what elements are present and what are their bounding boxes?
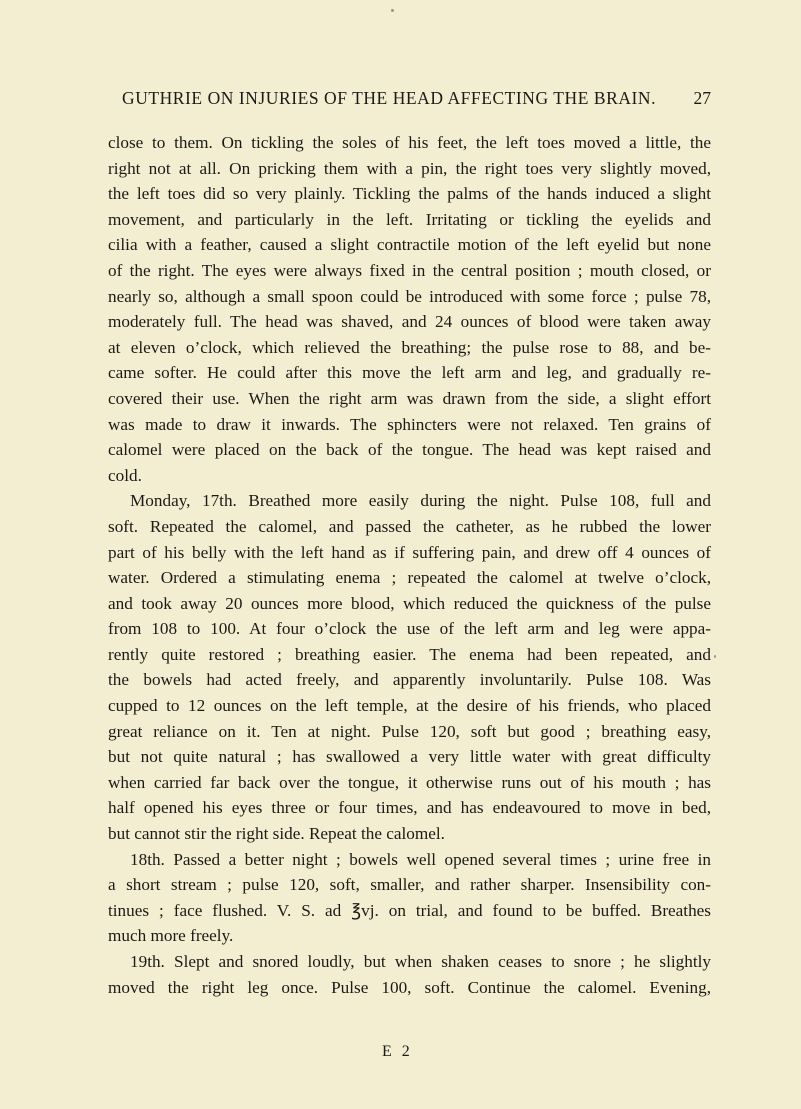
text-line: half opened his eyes three or four times, and has endeavoured to move in bed, xyxy=(108,798,711,818)
text-line: when carried far back over the tongue, it otherwise runs out of his mouth ; has xyxy=(108,772,711,792)
text-line: the left toes did so very plainly. Tickling the palms of the hands induced a slight xyxy=(108,184,711,204)
text-line: cupped to 12 ounces on the left temple, at the desire of his friends, who placed xyxy=(108,696,711,716)
text-line: from 108 to 100. At four o’clock the use of the left arm and leg were appa- xyxy=(108,619,711,639)
text-line: calomel were placed on the back of the tongue. The head was kept raised and xyxy=(108,440,711,460)
text-line: right not at all. On pricking them with a pin, the right toes very slightly moved, xyxy=(108,158,711,178)
text-line: rently quite restored ; breathing easier. The enema had been repeated, and xyxy=(108,644,711,664)
text-line: of the right. The eyes were always fixed in the central position ; mouth closed, or xyxy=(108,260,711,280)
text-line: nearly so, although a small spoon could be introduced with some force ; pulse 78, xyxy=(108,286,711,306)
text-line: the bowels had acted freely, and apparently involuntarily. Pulse 108. Was xyxy=(108,670,711,690)
text-line: covered their use. When the right arm was drawn from the side, a slight effort xyxy=(108,388,711,408)
paper-speck xyxy=(391,9,394,12)
text-line: 19th. Slept and snored loudly, but when shaken ceases to snore ; he slightly xyxy=(130,952,711,971)
body-text xyxy=(108,130,711,1000)
page-number: 27 xyxy=(693,88,711,108)
text-line: water. Ordered a stimulating enema ; repeated the calomel at twelve o’clock, xyxy=(108,568,711,588)
text-line: much more freely. xyxy=(108,926,234,946)
text-line: tinues ; face flushed. V. S. ad ℥vj. on trial, and found to be buffed. Breathes xyxy=(108,900,711,920)
text-line: came softer. He could after this move the left arm and leg, and gradually re- xyxy=(108,363,711,383)
text-line: close to them. On tickling the soles of his feet, the left toes moved a little, the xyxy=(108,133,711,152)
text-line: movement, and particularly in the left. Irritating or tickling the eyelids and xyxy=(108,209,711,229)
text-line: soft. Repeated the calomel, and passed the catheter, as he rubbed the lower xyxy=(108,516,711,536)
signature-mark: E 2 xyxy=(382,1043,413,1060)
text-line: 18th. Passed a better night ; bowels well opened several times ; urine free in xyxy=(130,849,711,869)
text-line: but cannot stir the right side. Repeat the calomel. xyxy=(108,824,445,844)
running-title: GUTHRIE ON INJURIES OF THE HEAD AFFECTING THE BRAIN. xyxy=(122,88,656,108)
text-line: was made to draw it inwards. The sphincters were not relaxed. Ten grains of xyxy=(108,414,711,434)
text-line: and took away 20 ounces more blood, which reduced the quickness of the pulse xyxy=(108,593,711,613)
text-line: at eleven o’clock, which relieved the breathing; the pulse rose to 88, and be- xyxy=(108,337,711,357)
text-line: a short stream ; pulse 120, soft, smaller, and rather sharper. Insensibility con- xyxy=(108,875,711,895)
text-line: cilia with a feather, caused a slight contractile motion of the left eyelid but none xyxy=(108,235,711,255)
paper-speck xyxy=(714,655,716,658)
text-line: moved the right leg once. Pulse 100, soft. Continue the calomel. Evening, xyxy=(108,977,711,997)
text-line: part of his belly with the left hand as if suffering pain, and drew off 4 ounces of xyxy=(108,542,711,562)
text-line: moderately full. The head was shaved, and 24 ounces of blood were taken away xyxy=(108,312,711,332)
text-line: but not quite natural ; has swallowed a very little water with great difficulty xyxy=(108,747,711,767)
text-line: great reliance on it. Ten at night. Pulse 120, soft but good ; breathing easy, xyxy=(108,721,711,741)
text-line: Monday, 17th. Breathed more easily during the night. Pulse 108, full and xyxy=(130,491,711,511)
text-line: cold. xyxy=(108,465,142,485)
running-head xyxy=(108,88,711,114)
